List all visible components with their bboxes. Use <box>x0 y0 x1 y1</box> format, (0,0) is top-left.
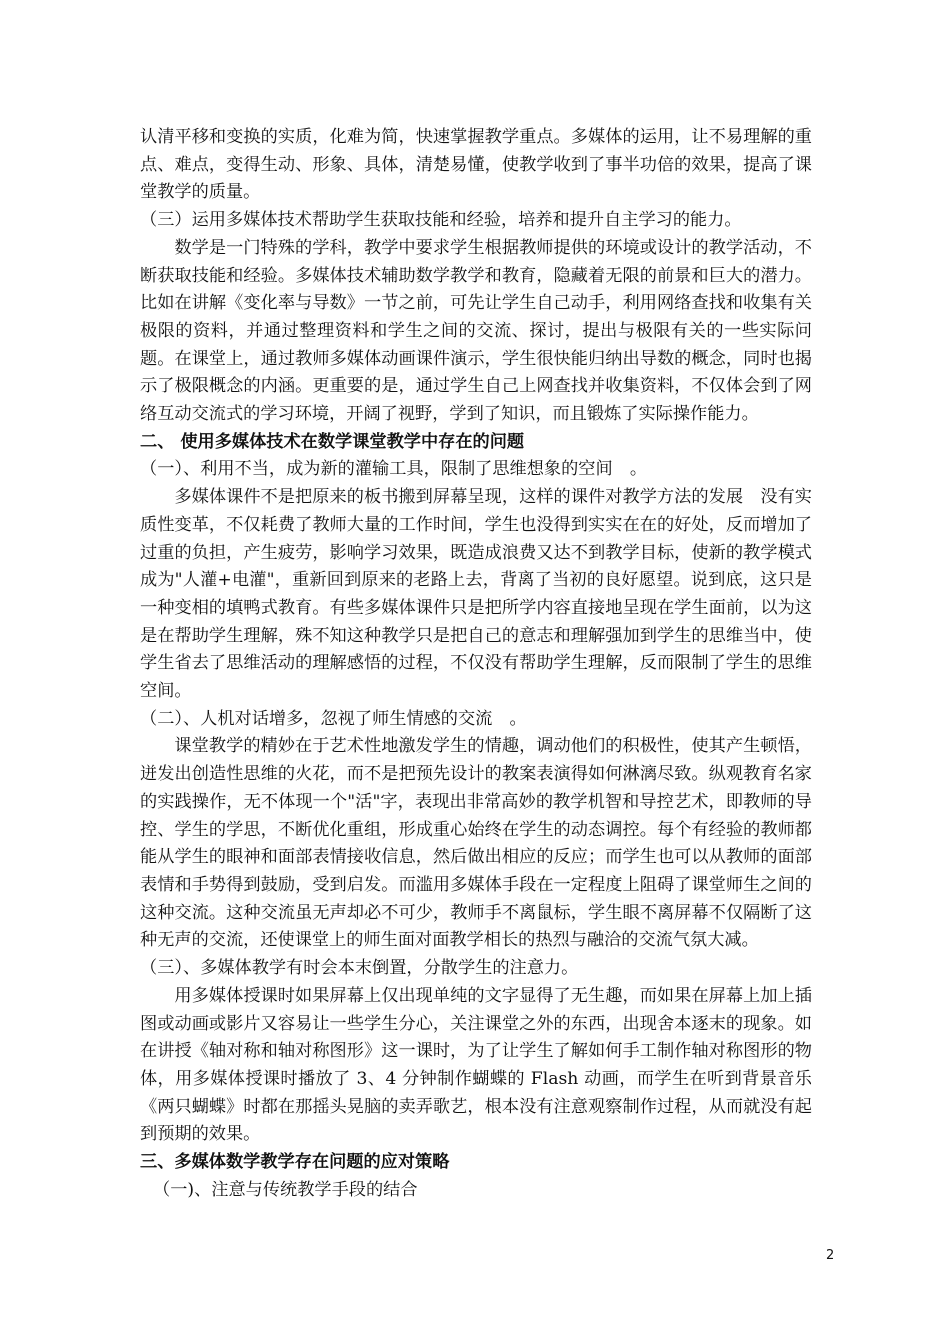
subheading-3: （三）运用多媒体技术帮助学生获取技能和经验，培养和提升自主学习的能力。 <box>140 210 742 231</box>
section-heading-3: 三、多媒体数学教学存在问题的应对策略 <box>140 1152 450 1173</box>
subheading-3-1: （一)、注意与传统教学手段的结合 <box>153 1179 418 1200</box>
paragraph-interaction: 课堂教学的精妙在于艺术性地激发学生的情趣，调动他们的积极性，使其产生顿悟，迸发出创造性思维的火花，而不是把预先设计的教案表演得如何淋漓尽致。纵观教育名家的实践操作，无不体现一个"活"字，表现出非常高妙的教学机智和导控艺术，即教师的导控、学生的学思，不断优化重组，形成重心始终在学生的动态调控。每个有经验的教师都能从学生的眼神和面部表情接收信息，然后做出相应的反应；而学生也可以从教师的面部表情和手势得到鼓励，受到启发。而滥用多媒体手段在一定程度上阻碍了课堂师生之间的这种交流。这种交流虽无声却必不可少，教师手不离鼠标，学生眼不离屏幕不仅隔断了这种无声的交流，还使课堂上的师生面对面教学相长的热烈与融洽的交流气氛大减。 <box>140 736 812 951</box>
subheading-2-1: （一）、利用不当，成为新的灌输工具，限制了思维想象的空间 。 <box>140 459 648 480</box>
paragraph-distraction: 用多媒体授课时如果屏幕上仅出现单纯的文字显得了无生趣，而如果在屏幕上加上插图或动画或影片又容易让一些学生分心，关注课堂之外的东西，出现舍本逐末的现象。如在讲授《轴对称和轴对称图形》这一课时，为了让学生了解如何手工制作轴对称图形的物体，用多媒体授课时播放了 3、4 分钟制作蝴蝶的 Flash 动画，而学生在听到背景音乐《两只蝴蝶》时都在那摇头晃脑的卖弄歌艺，根本没有注意观察制作过程，从而就没有起到预期的效果。 <box>140 985 812 1145</box>
subheading-2-3: （三）、多媒体教学有时会本末倒置，分散学生的注意力。 <box>140 958 579 979</box>
paragraph-continued: 认清平移和变换的实质，化难为简，快速掌握教学重点。多媒体的运用，让不易理解的重点、难点，变得生动、形象、具体，清楚易懂，使教学收到了事半功倍的效果，提高了课堂教学的质量。 <box>140 127 812 203</box>
paragraph-misuse: 多媒体课件不是把原来的板书搬到屏幕呈现，这样的课件对教学方法的发展 没有实质性变革，不仅耗费了教师大量的工作时间，学生也没得到实实在在的好处，反而增加了过重的负担，产生疲劳，影响学习效果，既造成浪费又达不到教学目标，使新的教学模式成为"人灌+电灌"，重新回到原来的老路上去，背离了当初的良好愿望。说到底，这只是一种变相的填鸭式教育。有些多媒体课件只是把所学内容直接地呈现在学生面前，以为这是在帮助学生理解，殊不知这种教学只是把自己的意志和理解强加到学生的思维当中，使学生省去了思维活动的理解感悟的过程，不仅没有帮助学生理解，反而限制了学生的思维空间。 <box>140 487 812 702</box>
subheading-2-2: （二）、人机对话增多，忽视了师生情感的交流 。 <box>140 708 527 729</box>
body-text <box>140 124 812 1204</box>
paragraph-self-learning: 数学是一门特殊的学科，教学中要求学生根据教师提供的环境或设计的教学活动，不断获取技能和经验。多媒体技术辅助数学教学和教育，隐藏着无限的前景和巨大的潜力。比如在讲解《变化率与导数》一节之前，可先让学生自己动手，利用网络查找和收集有关极限的资料，并通过整理资料和学生之间的交流、探讨，提出与极限有关的一些实际问题。在课堂上，通过教师多媒体动画课件演示，学生很快能归纳出导数的概念，同时也揭示了极限概念的内涵。更重要的是，通过学生自己上网查找并收集资料，不仅体会到了网络互动交流式的学习环境，开阔了视野，学到了知识，而且锻炼了实际操作能力。 <box>140 237 812 425</box>
page-number: 2 <box>826 1248 835 1263</box>
section-heading-2: 二、 使用多媒体技术在数学课堂教学中存在的问题 <box>140 431 525 452</box>
